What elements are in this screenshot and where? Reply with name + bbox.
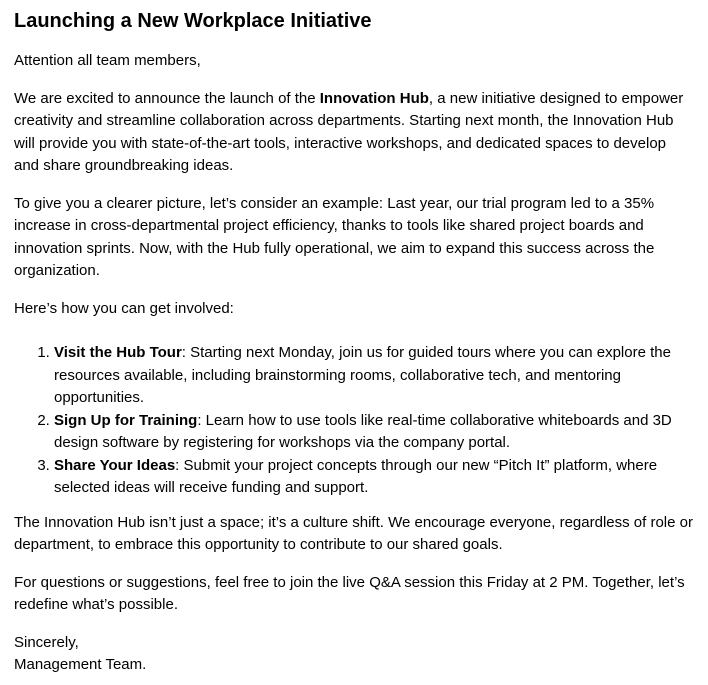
culture-paragraph: The Innovation Hub isn’t just a space; it’s a culture shift. We encourage everyone, regardless of role or department, to embrace this opportunity to contribute to our shared goals. <box>14 513 693 553</box>
signoff-sender: Management Team. <box>14 656 147 673</box>
signoff-closing: Sincerely, <box>14 633 79 651</box>
intro-text-after: , a new initiative designed to empower creativity and streamline collaboration across departments. Starting next month, the Innovation Hub will provide you with state-of-the-art tools, interactive workshops, and dedicated spaces to develop and share groundbreaking ideas. <box>14 89 684 174</box>
involvement-intro-paragraph: Here’s how you can get involved: <box>14 299 234 317</box>
list-item-sign-up-training <box>54 410 694 455</box>
innovation-hub-bold-text: Innovation Hub <box>319 89 429 107</box>
step-text: : Submit your project concepts through our new “Pitch It” platform, where selected ideas will receive funding and support. <box>54 456 658 496</box>
involvement-steps-list <box>14 342 694 500</box>
list-item-share-your-ideas <box>54 455 694 500</box>
greeting-paragraph: Attention all team members, <box>14 52 201 69</box>
step-lead: Share Your Ideas <box>54 456 176 474</box>
intro-paragraph <box>14 88 694 178</box>
signoff-paragraph <box>14 632 694 677</box>
step-lead: Visit the Hub Tour <box>54 344 182 361</box>
step-text: : Starting next Monday, join us for guided tours where you can explore the resources available, including brainstorming rooms, collaborative tech, and mentoring opportunities. <box>54 344 671 406</box>
list-item-visit-hub-tour <box>54 342 694 410</box>
qa-paragraph: For questions or suggestions, feel free to join the live Q&A session this Friday at 2 PM. Together, let’s redefine what’s possible. <box>14 573 685 613</box>
step-text: : Learn how to use tools like real-time collaborative whiteboards and 3D design software by registering for workshops via the company portal. <box>54 411 672 451</box>
intro-text-before: We are excited to announce the launch of the <box>14 89 320 107</box>
document-title: Launching a New Workplace Initiative <box>14 10 372 32</box>
step-lead: Sign Up for Training <box>54 411 198 429</box>
example-paragraph: To give you a clearer picture, let’s consider an example: Last year, our trial program led to a 35% increase in cross-departmental project efficiency, thanks to tools like shared project boards and innovation sprints. Now, with the Hub fully operational, we aim to expand this success across the organization. <box>14 194 655 279</box>
